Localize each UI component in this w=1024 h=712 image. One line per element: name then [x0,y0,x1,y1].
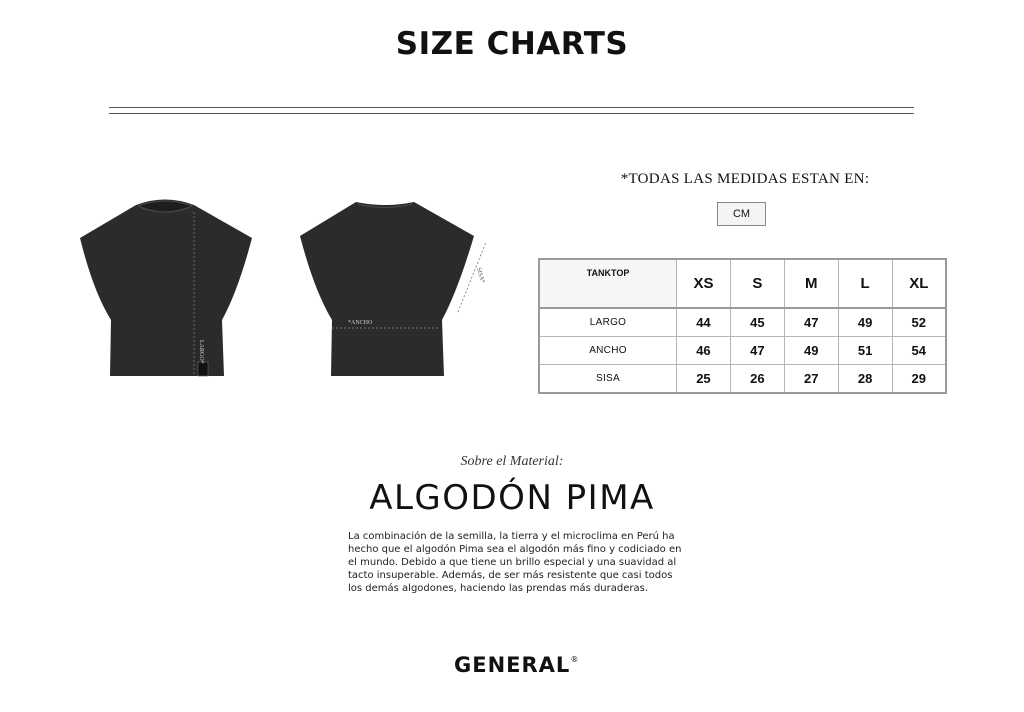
header-rule-bottom [109,113,914,114]
brand-logo [454,653,584,677]
table-cell: 26 [730,365,784,394]
front-garment-body [80,200,252,377]
size-header-l: L [838,259,892,308]
table-cell: 49 [838,308,892,337]
table-cell: 54 [892,337,946,365]
ancho-measure-label: *ANCHO [348,320,373,326]
table-corner-label: TANKTOP [539,259,677,308]
registered-mark: ® [570,655,580,664]
table-cell: 46 [677,337,731,365]
material-subtitle: Sobre el Material: [460,454,564,469]
size-header-xl: XL [892,259,946,308]
table-cell: 49 [784,337,838,365]
size-header-m: M [784,259,838,308]
size-header-s: S [730,259,784,308]
table-row-sisa [539,365,946,394]
table-cell: 47 [784,308,838,337]
front-garment-illustration [78,196,254,380]
sisa-measure-label: SISA* [475,266,486,284]
row-label: SISA [539,365,677,394]
table-cell: 28 [838,365,892,394]
page-title: SIZE CHARTS [395,26,629,62]
brand-logo-text: GENERAL [454,653,571,677]
row-label: ANCHO [539,337,677,365]
table-row-ancho [539,337,946,365]
back-garment-body [300,202,474,376]
size-header-xs: XS [677,259,731,308]
header-rule-top [109,107,914,108]
table-row-largo [539,308,946,337]
table-cell: 51 [838,337,892,365]
size-chart-table [538,258,947,394]
table-cell: 27 [784,365,838,394]
table-cell: 52 [892,308,946,337]
table-cell: 44 [677,308,731,337]
table-cell: 29 [892,365,946,394]
table-cell: 45 [730,308,784,337]
back-garment-illustration [298,198,494,380]
material-description: La combinación de la semilla, la tierra y el microclima en Perú ha hecho que el algodón Pima sea el algodón más fino y codiciado en el mundo. Debido a que tiene un brillo especial y una suavidad al tacto insuperable. Además, de ser más resistente que casi todos los demás algodones, haciendo las prendas más duraderas. [348,531,682,594]
largo-measure-label: LARGO* [198,340,204,364]
size-header-row [539,259,946,308]
material-title: ALGODÓN PIMA [369,478,655,518]
row-label: LARGO [539,308,677,337]
table-cell: 25 [677,365,731,394]
table-cell: 47 [730,337,784,365]
measurement-unit-note: *TODAS LAS MEDIDAS ESTAN EN: [620,171,870,187]
unit-badge: CM [717,202,766,226]
